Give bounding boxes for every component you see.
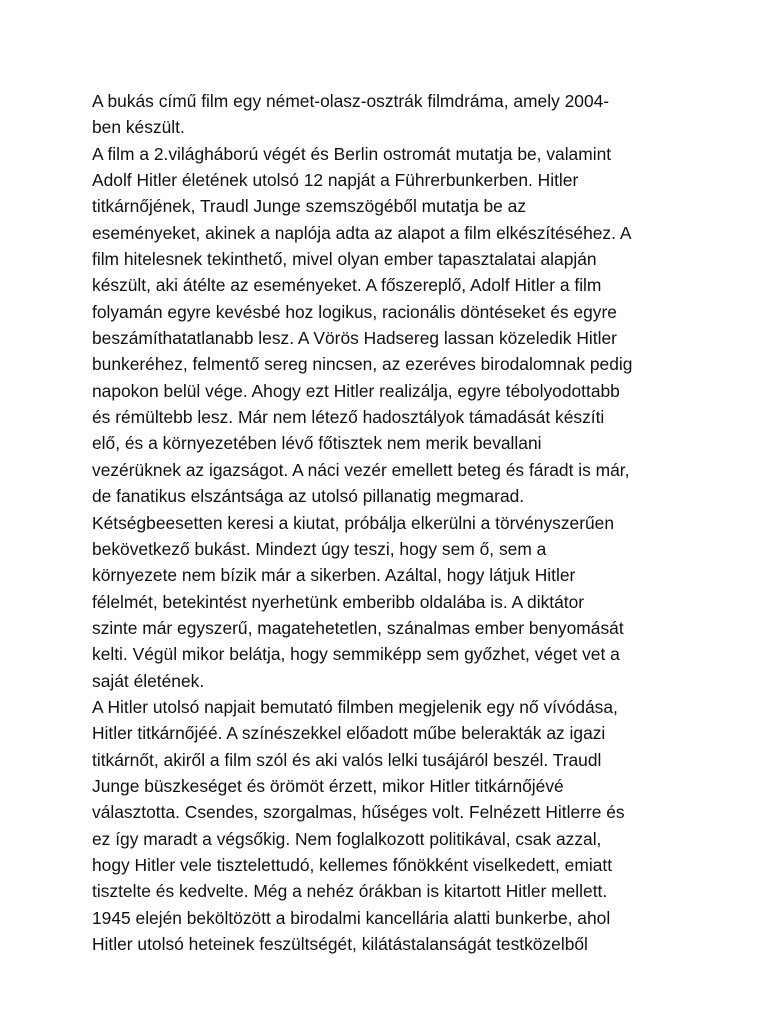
text-line: Hitler utolsó heteinek feszültségét, kilátástalanságát testközelből <box>92 934 588 954</box>
text-line: és rémültebb lesz. Már nem létező hadosztályok támadását készíti <box>92 407 605 428</box>
text-line: vezérüknek az igazságot. A náci vezér emellett beteg és fáradt is már, <box>92 459 630 480</box>
text-line: titkárnőt, akiről a film szól és aki valós lelki tusájáról beszél. Traudl <box>92 749 602 770</box>
text-line: folyamán egyre kevésbé hoz logikus, racionális döntéseket és egyre <box>92 301 617 322</box>
text-line: Junge büszkeséget és örömöt érzett, mikor Hitler titkárnőjévé <box>92 775 564 796</box>
text-line: titkárnőjének, Traudl Junge szemszögéből mutatja be az <box>92 196 527 217</box>
text-line: A bukás című film egy német-olasz-osztrák filmdráma, amely 2004- <box>92 91 610 111</box>
text-line: hogy Hitler vele tisztelettudó, kellemes főnökként viselkedett, emiatt <box>92 854 613 875</box>
text-line: film hitelesnek tekinthető, mivel olyan ember tapasztalatai alapján <box>92 249 597 270</box>
body-text <box>92 88 712 957</box>
text-line: A film a 2.világháború végét és Berlin ostromát mutatja be, valamint <box>92 143 612 164</box>
text-line: környezete nem bízik már a sikerben. Azáltal, hogy látjuk Hitler <box>92 565 576 586</box>
text-line: szinte már egyszerű, magatehetetlen, szánalmas ember benyomását <box>92 617 624 638</box>
text-line: bunkeréhez, felmentő sereg nincsen, az ezeréves birodalomnak pedig <box>92 354 633 375</box>
text-line: beszámíthatatlanabb lesz. A Vörös Hadsereg lassan közeledik Hitler <box>92 328 617 349</box>
text-line: 1945 elején beköltözött a birodalmi kancellária alatti bunkerbe, ahol <box>92 907 611 928</box>
text-line: eseményeket, akinek a naplója adta az alapot a film elkészítéséhez. A <box>92 222 632 243</box>
text-line: választotta. Csendes, szorgalmas, hűséges volt. Felnézett Hitlerre és <box>92 802 625 823</box>
text-line: saját életének. <box>92 670 205 691</box>
text-line: A Hitler utolsó napjait bemutató filmben megjelenik egy nő vívódása, <box>92 696 618 717</box>
text-line: napokon belül vége. Ahogy ezt Hitler realizálja, egyre tébolyodottabb <box>92 380 620 401</box>
text-line: ben készült. <box>92 117 185 138</box>
text-line: bekövetkező bukást. Mindezt úgy teszi, hogy sem ő, sem a <box>92 538 547 559</box>
text-line: tisztelte és kedvelte. Még a nehéz órákban is kitartott Hitler mellett. <box>92 881 608 902</box>
text-line: kelti. Végül mikor belátja, hogy semmiképp sem győzhet, véget vet a <box>92 644 620 665</box>
text-line: ez így maradt a végsőkig. Nem foglalkozott politikával, csak azzal, <box>92 828 602 849</box>
text-line: Kétségbeesetten keresi a kiutat, próbálja elkerülni a törvényszerűen <box>92 512 615 533</box>
text-line: készült, aki átélte az eseményeket. A főszereplő, Adolf Hitler a film <box>92 275 602 296</box>
text-line: elő, és a környezetében lévő főtisztek nem merik bevallani <box>92 433 542 454</box>
text-line: félelmét, betekintést nyerhetünk emberibb oldalába is. A diktátor <box>92 591 585 612</box>
text-line: Adolf Hitler életének utolsó 12 napját a Führerbunkerben. Hitler <box>92 170 579 191</box>
text-line: Hitler titkárnőjéé. A színészekkel előadott műbe belerakták az igazi <box>92 723 606 744</box>
text-line: de fanatikus elszántsága az utolsó pillanatig megmarad. <box>92 486 525 507</box>
